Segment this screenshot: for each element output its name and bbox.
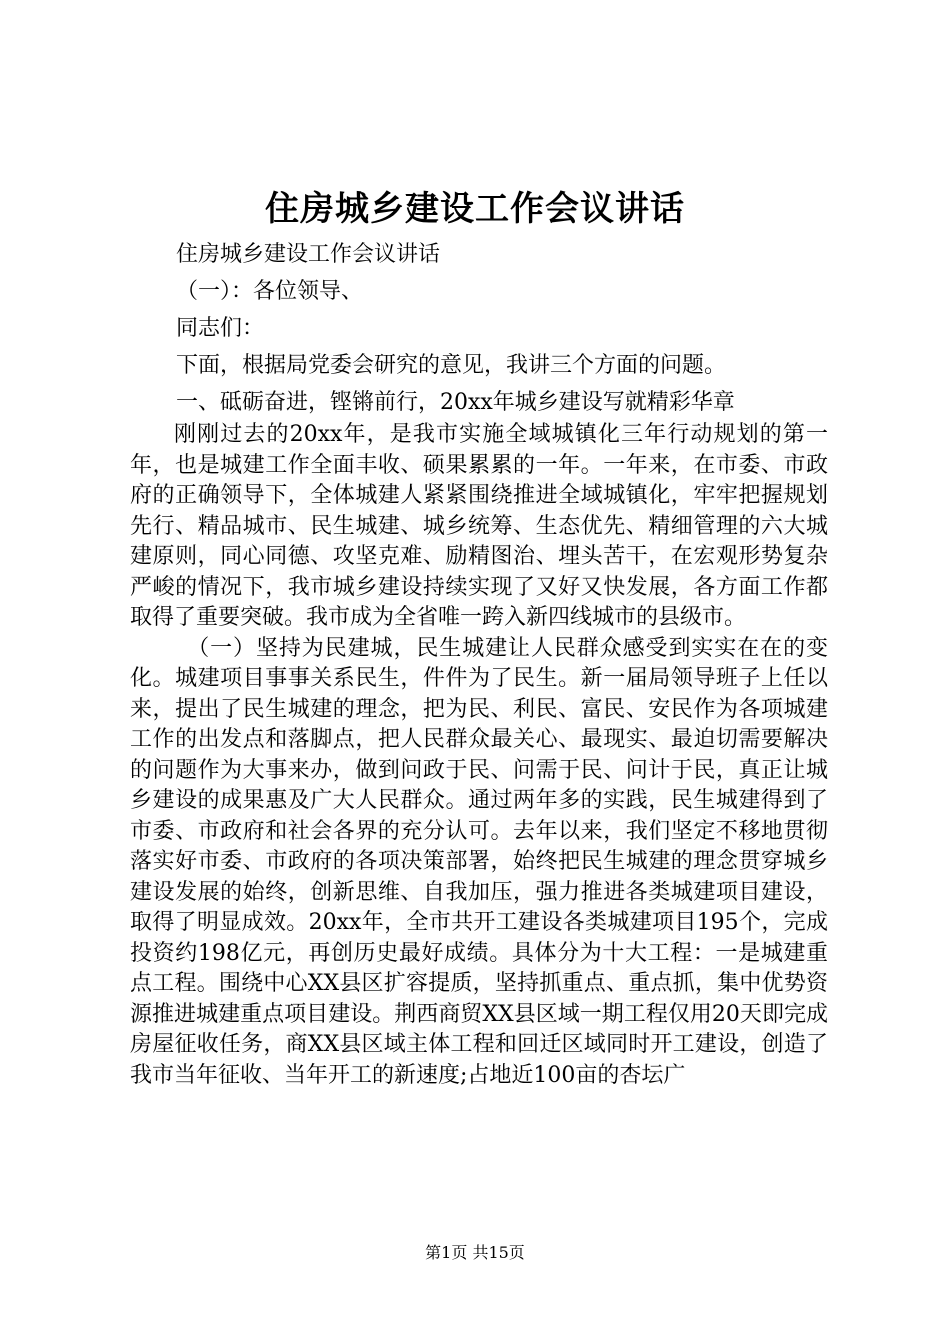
body-text	[130, 420, 828, 1091]
section-heading: 一、砥砺奋进，铿锵前行，20xx年城乡建设写就精彩华章	[176, 390, 735, 415]
intro-line-subtitle: 住房城乡建设工作会议讲话	[176, 242, 441, 267]
page-footer: 第1页 共15页	[425, 1243, 525, 1262]
intro-block	[176, 236, 876, 421]
document-title: 住房城乡建设工作会议讲话	[265, 189, 685, 229]
intro-line-part: （一）：各位领导、	[176, 279, 364, 304]
intro-line-salutation: 同志们：	[176, 316, 265, 341]
intro-line-opening: 下面，根据局党委会研究的意见，我讲三个方面的问题。	[176, 353, 727, 378]
paragraph: 刚刚过去的20xx年，是我市实施全域城镇化三年行动规划的第一年，也是城建工作全面丰收、硕果累累的一年。一年来，在市委、市政府的正确领导下，全体城建人紧紧围绕推进全域城镇化，牢牢把握规划先行、精品城市、民生城建、城乡统筹、生态优先、精细管理的六大城建原则，同心同德、攻坚克难、励精图治、埋头苦干，在宏观形势复杂严峻的情况下，我市城乡建设持续实现了又好又快发展，各方面工作都取得了重要突破。我市成为全省唯一跨入新四线城市的县级市。	[130, 422, 828, 630]
paragraph: （一）坚持为民建城，民生城建让人民群众感受到实实在在的变化。城建项目事事关系民生，件件为了民生。新一届局领导班子上任以来，提出了民生城建的理念，把为民、利民、富民、安民作为各项城建工作的出发点和落脚点，把人民群众最关心、最现实、最迫切需要解决的问题作为大事来办，做到问政于民、问需于民、问计于民，真正让城乡建设的成果惠及广大人民群众。通过两年多的实践，民生城建得到了市委、市政府和社会各界的充分认可。去年以来，我们坚定不移地贯彻落实好市委、市政府的各项决策部署，始终把民生城建的理念贯穿城乡建设发展的始终，创新思维、自我加压，强力推进各类城建项目建设，取得了明显成效。20xx年，全市共开工建设各类城建项目195个，完成投资约198亿元，再创历史最好成绩。具体分为十大工程：一是城建重点工程。围绕中心XX县区扩容提质，坚持抓重点、重点抓，集中优势资源推进城建重点项目建设。荆西商贸XX县区域一期工程仅用20天即完成房屋征收任务，商XX县区域主体工程和回迁区域同时开工建设，创造了我市当年征收、当年开工的新速度;占地近100亩的杏坛广	[130, 635, 828, 1088]
